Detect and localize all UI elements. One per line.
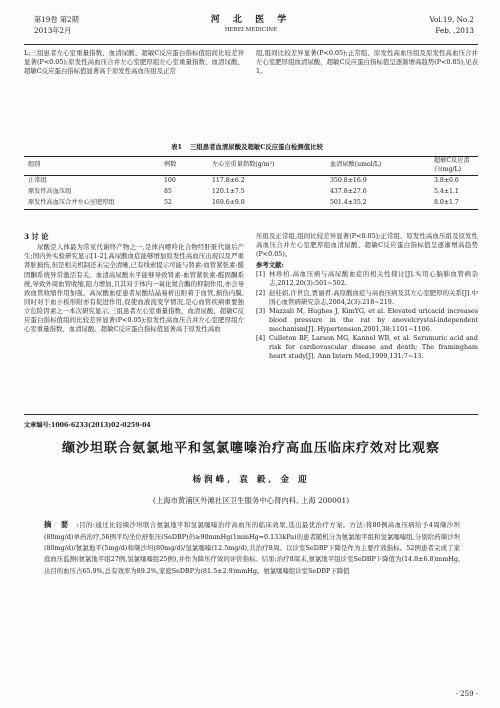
journal-name — [24, 14, 478, 35]
table-cell: 正常组 — [28, 176, 47, 184]
table-cell: 3.8±0.6 — [434, 176, 459, 184]
col-header: 组别 — [28, 161, 41, 169]
reference-number: [2] — [256, 288, 266, 297]
col-header: 血清尿酸(umol/L) — [330, 161, 382, 169]
table-cell: 原发性高血压合并左心室肥厚组 — [28, 198, 115, 206]
article-number: 文章编号:1006-6233(2013)02-0259-04 — [24, 422, 151, 429]
table-cell: 100 — [164, 176, 176, 184]
table-cell: 120.1±7.5 — [212, 187, 245, 195]
table-cell: 501.4±35.2 — [330, 198, 367, 206]
vol-en: Vol.19, No.2 — [429, 15, 474, 24]
reference-item — [256, 270, 478, 288]
reference-item — [256, 334, 478, 361]
header-right — [429, 14, 474, 36]
discussion-continued: 压组及正常组,组间比较差异显著(P<0.05);正常组、原发性高血压组及原发性高血压合并左心室肥厚组血清尿酸、超敏C反应蛋白指标值呈逐渐增高趋势(P<0.05)。 — [256, 232, 478, 259]
table-cell: 350.8±16.9 — [330, 176, 367, 184]
journal-en: HEBEI MEDICINE — [224, 27, 278, 33]
reference-text: 林珍柏.高血压病与高尿酸血症的相关性探讨[J].实用心脑肺血管病杂志,2012,20(3):501~502. — [269, 270, 478, 288]
table-cell: 原发性高血压组 — [28, 187, 72, 195]
discussion-heading: 3 讨 论 — [24, 232, 49, 241]
references-heading: 参考文献: — [256, 261, 284, 270]
abstract-text: :目的:通过比较缬沙坦联合氨氯地平和氢氯噻嗪治疗高血压的临床效果,选出最优治疗方案。方法:将80例高血压病给予4周缬沙坦(80mg/d)单药治疗,56例平均坐位舒张压(SeDBP)仍≥90mmHg(1mmHg=0.133kPa)的患者随机分为氨氯地平组和氢氯噻嗪组,分别给药缬沙坦(80mg/d)/氨氯地平(5mg/d)和缬沙坦(80mg/d)/氢氯噻嗪(12.5mg/d),共治疗8周。以诊室SeDBP下降是作为主要疗效指标。52例患者完成了家庭血压监测(氨氯地平组27例,氢氯噻嗪组25例),并作为降压疗效的评价指标。结果:治疗8周末,氨氯地平组诊室SeDBP下降值为(14.8±6.8)mmHg,达目的血压占65.9%,总有效率为89.2%,家庭SeDBP为(81.5±2.9)mmHg。氨氯噻嗪组诊室SeDBP下降值 — [44, 521, 461, 575]
table-row — [24, 187, 478, 198]
abstract-label: 摘 要 — [44, 520, 72, 529]
reference-text: 赵桂娟,许世良,贾丽君.高原酸血症与高血压病及其左心室肥厚的关系[J].中国心血管病研究杂志,2004,2(3):218~219. — [269, 288, 478, 306]
table-cell: 8.0±1.7 — [434, 198, 459, 206]
top-left-paragraph — [24, 49, 244, 76]
discussion-section — [24, 232, 244, 334]
table-cell: 5.4±1.1 — [434, 187, 459, 195]
table-label: 表1 — [171, 143, 182, 151]
reference-text: Culleton BF, Larson MG, Kannel WB, et al. Serumuric acid and risk for cardiovascular disease and death; The framingham heart study[J]. Ann Intern Med,1999,131:7~13. — [269, 334, 478, 361]
table-row — [24, 198, 478, 210]
reference-number: [1] — [256, 270, 266, 279]
journal-cn: 河 北 医 学 — [210, 15, 292, 25]
top-left-text: L;三组患者左心室重量指数、血清尿酸、超敏C反应蛋白指标值组间比较差异显著(P<0.05);原发性高血压合并左心室肥厚组左心室重量指数、血清尿酸、超敏C反应蛋白指标值显著高于原发性高血压组及正常 — [24, 49, 244, 76]
table-row — [24, 175, 478, 187]
page-number: · 259 · — [455, 690, 478, 698]
table-cell: 52 — [164, 198, 172, 206]
date-cn: 2013年2月 — [34, 26, 72, 35]
table-caption — [24, 143, 478, 152]
discussion-text: 尿酸是人体最为常见代谢终产物之一,是体内嘌呤化合物经肝脏代谢后产生;国内外实验研究显示[1-2],高尿酸血症能够增加原发性高血压出现以及严重肾脏损伤,但是相关机制还未完全清晰,已有线索提示可能与肾素-血管紧张素-醛固酮系统异常激活有关。血清高尿酸水平能够导致肾素-血管紧张素-醛固酮系统,导致外周血管收缩,阻力增加,且其对于体内一氧化氮合酶的抑制作用,亦会导致血管收缩作用加强。高尿酸血症患者尿酸结晶易析出附着于血管,损伤内膜,同时对于血小板形附亦有促进作用,促使血液流变学情况,是心血管疾病重要独立危险因素之一本次研究显示,三组患者左心室重量指数、血清尿酸、超敏C反应蛋白指标值组间比较差异显著(P<0.05);原发性高血压合并左心室肥厚组左心室重量指数、血清尿酸、超敏C反应蛋白指标值显著高于原发性高血 — [24, 243, 244, 334]
results-table — [24, 156, 478, 210]
col-header: 左心室重量指数(g/m²) — [212, 161, 275, 169]
reference-item — [256, 307, 478, 334]
section-divider — [24, 414, 478, 415]
table-caption-text: 三组患者血清尿酸及超敏C反应蛋白检测值比较 — [189, 143, 323, 151]
reference-number: [3] — [256, 306, 266, 315]
date-en: Feb. ,2013 — [435, 26, 474, 35]
issue-cn: 第19卷 第2期 — [34, 15, 79, 24]
article-authors: 杨润峰, 袁 毅, 金 迎 — [192, 475, 310, 485]
table-cell: 169.6±9.0 — [212, 198, 245, 206]
author-affiliation: (上海市黄浦区外滩社区卫生服务中心肾内科, 上海 200001) — [152, 496, 350, 505]
table-header-row — [24, 157, 478, 176]
reference-item — [256, 289, 478, 307]
table-cell: 85 — [164, 187, 172, 195]
table-cell: 437.8±27.6 — [330, 187, 367, 195]
col-header: 超敏C反应蛋白(mg/L) — [434, 157, 470, 173]
reference-number: [4] — [256, 334, 266, 343]
table-cell: 117.8±6.2 — [212, 176, 245, 184]
top-right-paragraph — [256, 49, 478, 76]
article-title: 缬沙坦联合氨氯地平和氢氯噻嗪治疗高血压临床疗效对比观察 — [61, 441, 440, 456]
reference-text: Mazzali M, Hughes J, KimYG, et al. Elevated uricacid increases blood pressure in the rat by anovelcrystal-independent mechanism[J]. Hypertension,2001,38:1101~1106. — [269, 306, 478, 333]
abstract — [44, 519, 460, 577]
right-column — [256, 232, 478, 361]
col-header: 例数 — [164, 161, 177, 169]
top-right-text: 组,组间比较差异显著(P<0.05);正常组、原发性高血压组及原发性高血压合并左心室肥厚组血清尿酸、超敏C反应蛋白指标值呈逐渐增高趋势(P<0.05),见表1。 — [256, 49, 478, 76]
running-header — [24, 12, 478, 45]
